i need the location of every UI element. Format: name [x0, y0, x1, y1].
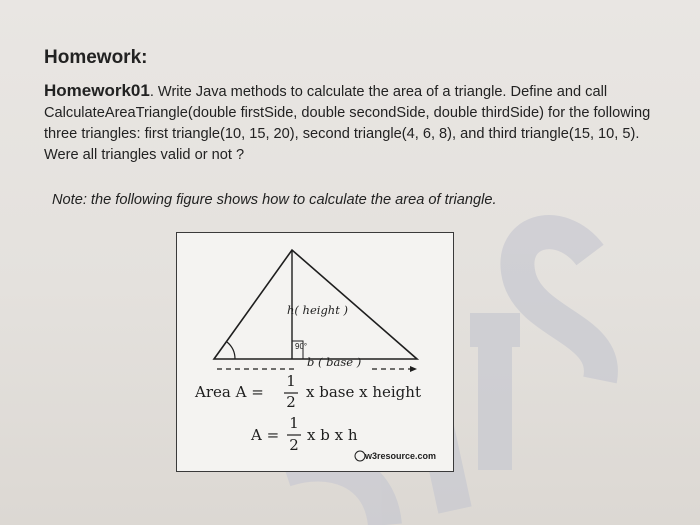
height-label: h( height ) [287, 303, 348, 317]
right-angle-label: 90° [295, 342, 308, 351]
formula2-expression: x b x h [307, 426, 358, 444]
homework-description [44, 80, 674, 166]
formula2-denominator: 2 [289, 436, 299, 454]
homework-label: Homework01 [44, 81, 150, 100]
w3resource-credit: w3resource.com [365, 451, 437, 461]
formula1-denominator: 2 [286, 393, 296, 411]
formula1-prefix: Area A = [195, 383, 264, 401]
triangle-figure [176, 232, 454, 472]
homework-heading: Homework: [44, 47, 148, 68]
formula2-numerator: 1 [289, 414, 299, 432]
formula1-expression: x base x height [306, 383, 421, 401]
formula1-numerator: 1 [286, 372, 296, 390]
homework-text: . Write Java methods to calculate the area of a triangle. Define and call CalculateAreaTriangle(double firstSide, double secondSide, double thirdSide) for the following three triangles: first triangle(10, 15, 20), second triangle(4, 6, 8), and third triangle(15, 10, 5). Were all triangles valid or not ? [44, 84, 651, 163]
figure-note: Note: the following figure shows how to calculate the area of triangle. [52, 192, 497, 208]
formula2-prefix: A = [251, 426, 280, 444]
base-label: b ( base ) [307, 355, 362, 369]
